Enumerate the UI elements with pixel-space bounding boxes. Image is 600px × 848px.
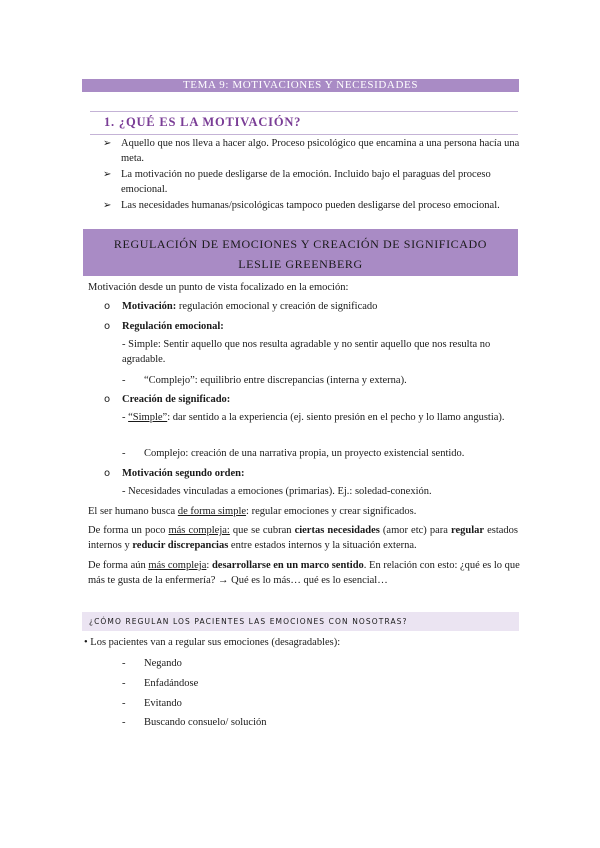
- bullet-text: Las necesidades humanas/psicológicas tampoco pueden desligarse del proceso emocional.: [121, 200, 500, 211]
- dash-bullet-icon: -: [122, 717, 126, 728]
- segundo-item: [122, 466, 245, 481]
- p3-b: :: [206, 560, 212, 571]
- p2-e: entre estados internos y la situación externa.: [228, 540, 417, 551]
- dash-bullet-icon: -: [122, 448, 126, 459]
- arrow-bullet-icon: ➢: [103, 169, 112, 180]
- arrow-bullet-icon: ➢: [103, 138, 112, 149]
- bullet-text: La motivación no puede desligarse de la emoción. Incluido bajo el paraguas del proceso emocional.: [121, 169, 491, 195]
- item-text: Buscando consuelo/ solución: [144, 717, 267, 728]
- dash-bullet-icon: -: [122, 698, 126, 709]
- circle-bullet-icon: o: [104, 321, 111, 332]
- simple2-text: : dar sentido a la experiencia (ej. siento presión en el pecho y lo llamo angustia).: [167, 412, 505, 423]
- complejo-item: [144, 373, 407, 388]
- document-title: TEMA 9: MOTIVACIONES Y NECESIDADES: [82, 79, 519, 92]
- segundo-label: Motivación segundo orden:: [122, 468, 245, 479]
- section3-heading-box: [82, 612, 519, 631]
- item-text: Evitando: [144, 698, 182, 709]
- simple2-label: “Simple”: [128, 412, 168, 423]
- creacion-simple-text: [122, 410, 514, 425]
- list-item: [103, 198, 523, 213]
- p1-underline: de forma simple: [177, 506, 247, 517]
- simple2-prefix: -: [122, 412, 129, 423]
- section3-intro: • Los pacientes van a regular sus emociones (desagradables):: [84, 637, 341, 648]
- p1-b: : regular emociones y crear significados.: [246, 506, 417, 517]
- section3-heading: ¿CÓMO REGULAN LOS PACIENTES LAS EMOCIONES CON NOSOTRAS?: [89, 617, 408, 626]
- p2-bold3: reducir discrepancias: [132, 540, 229, 551]
- complejo-text: : equilibrio entre discrepancias (interna y externa).: [194, 375, 407, 386]
- regulacion-item: [122, 319, 224, 334]
- circle-bullet-icon: o: [104, 394, 111, 405]
- p3-c: . En relación con esto: ¿qué es lo que más te gusta de la enfermería? → Qué es lo más… qué es lo esencial…: [88, 560, 520, 586]
- complejo2-text: Complejo: creación de una narrativa propia, un proyecto existencial sentido.: [144, 448, 465, 459]
- dash-bullet-icon: -: [122, 375, 126, 386]
- item-text: Negando: [144, 658, 182, 669]
- p2-a: De forma un poco: [88, 525, 169, 536]
- p2-bold2: regular: [450, 525, 485, 536]
- bullet-text: Aquello que nos lleva a hacer algo. Proceso psicológico que encamina a una persona hacía una meta.: [121, 138, 520, 164]
- list-item: [103, 167, 523, 197]
- dash-bullet-icon: -: [122, 658, 126, 669]
- circle-bullet-icon: o: [104, 468, 111, 479]
- p1-a: El ser humano busca: [88, 506, 178, 517]
- item-text: Enfadándose: [144, 678, 199, 689]
- section2-heading: REGULACIÓN DE EMOCIONES Y CREACIÓN DE SIGNIFICADO: [113, 237, 488, 251]
- section2-author: LESLIE GREENBERG: [238, 257, 363, 271]
- p2-bold1: ciertas necesidades: [294, 525, 380, 536]
- motivacion-text: regulación emocional y creación de significado: [176, 301, 378, 312]
- dash-bullet-icon: -: [122, 678, 126, 689]
- p2-underline: más compleja:: [168, 525, 230, 536]
- section2-heading-box: [83, 229, 518, 276]
- section1-heading: 1. ¿QUÉ ES LA MOTIVACIÓN?: [104, 115, 302, 129]
- p2-d: estados internos y: [88, 525, 518, 551]
- p2-b: que se cubran: [229, 525, 295, 536]
- section2-intro: Motivación desde un punto de vista focalizado en la emoción:: [88, 282, 349, 293]
- creacion-item: [122, 392, 230, 407]
- creacion-label: Creación de significado:: [122, 394, 231, 405]
- section1-heading-box: [90, 111, 518, 135]
- motivacion-label: Motivación:: [122, 301, 177, 312]
- complejo-label: “Complejo”: [144, 375, 195, 386]
- p3-underline: más compleja: [148, 560, 207, 571]
- motivacion-item: [122, 299, 377, 314]
- arrow-bullet-icon: ➢: [103, 200, 112, 211]
- regulacion-label: Regulación emocional:: [122, 321, 224, 332]
- paragraph-mas-compleja: [88, 558, 520, 588]
- p3-bold: desarrollarse en un marco sentido: [211, 560, 364, 571]
- list-item: [103, 136, 523, 166]
- regulacion-simple-text: - Simple: Sentir aquello que nos resulta agradable y no sentir aquello que nos resulta no agradable.: [122, 339, 491, 365]
- paragraph-simple: [88, 504, 416, 519]
- p3-a: De forma aún: [88, 560, 149, 571]
- p2-c: (amor etc) para: [379, 525, 451, 536]
- segundo-text: - Necesidades vinculadas a emociones (primarias). Ej.: soledad-conexión.: [122, 486, 432, 497]
- section1-bullet-list: [103, 136, 523, 214]
- circle-bullet-icon: o: [104, 301, 111, 312]
- paragraph-compleja: [88, 523, 518, 553]
